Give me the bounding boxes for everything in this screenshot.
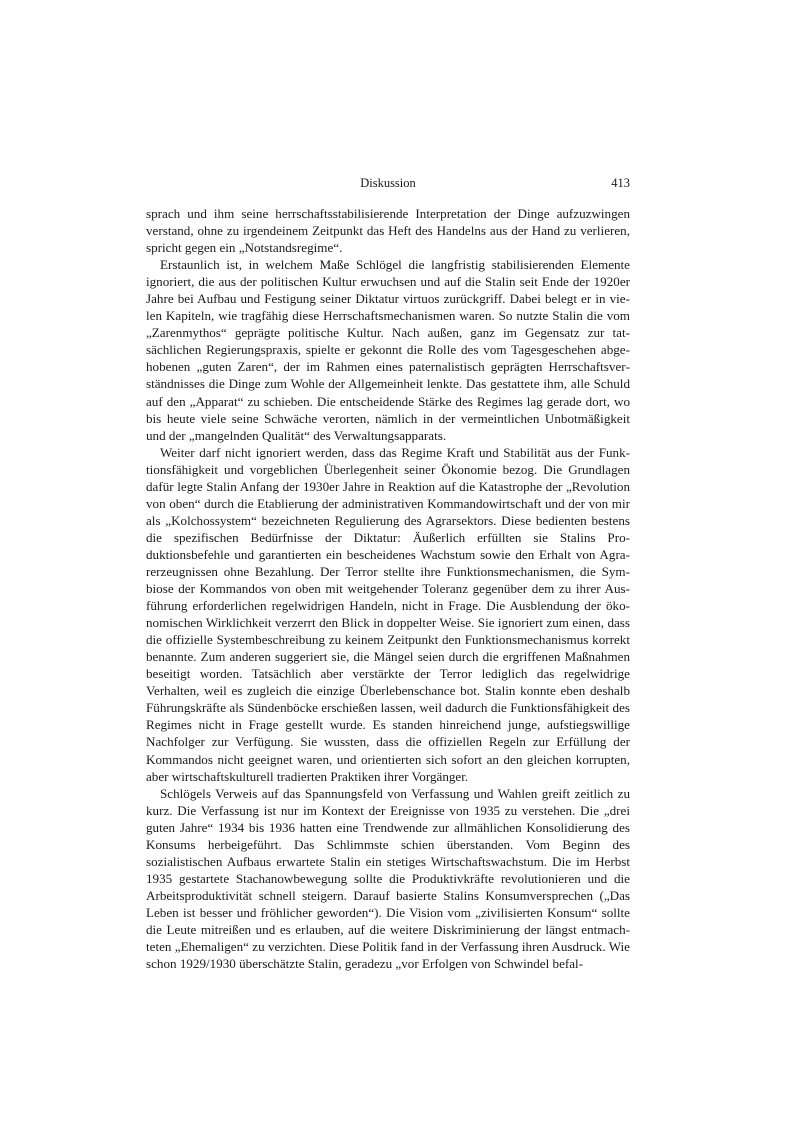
paragraph: Weiter darf nicht ignoriert werden, dass das Regime Kraft und Stabilität aus der Funktionsfähigkeit und vorgeblichen Überlegenheit seiner Ökonomie bezog. Die Grundlagen dafür legte Stalin Anfang der 1930er Jahre in Reaktion auf die Katastrophe der „Revolution von oben“ durch die Etablierung der administrativen Kommandowirtschaft und der von mir als „Kolchossystem“ bezeichneten Regulierung des Agrarsektors. Diese bedienten bestens die spezifischen Bedürfnisse der Diktatur: Äußerlich erfüllten sie Stalins Produktionsbefehle und garantierten ein bescheidenes Wachstum sowie den Erhalt von Agrarerzeugnissen ohne Bezahlung. Der Terror stellte ihre Funktionsmechanismen, die Symbiose der Kommandos von oben mit weitgehender Toleranz gegenüber dem zu ihrer Ausführung erforderlichen regelwidrigen Handeln, nicht in Frage. Die Ausblendung der ökonomischen Wirklichkeit verzerrt den Blick in doppelter Weise. Sie ignoriert zum einen, dass die offizielle Systembeschreibung zu keinem Zeitpunkt den Funktionsmechanismus korrekt benannte. Zum anderen suggeriert sie, die Mängel seien durch die ergriffenen Maßnahmen beseitigt worden. Tatsächlich aber verstärkte der Terror lediglich das regelwidrige Verhalten, weil es zugleich die einzige Überlebenschance bot. Stalin konnte eben deshalb Führungskräfte als Sündenböcke erschießen lassen, weil dadurch die Funktionsfähigkeit des Regimes nicht in Frage gestellt wurde. Es standen hinreichend junge, aufstiegswillige Nachfolger zur Verfügung. Sie wussten, dass die offiziellen Regeln zur Erfüllung der Kommandos nicht geeignet waren, und orientierten sich sofort an den gleichen korrupten, aber wirtschaftskulturell tradierten Praktiken ihrer Vorgänger. xyxy=(146,444,630,784)
paragraph: sprach und ihm seine herrschaftsstabilisierende Interpretation der Dinge aufzuzwingen verstand, ohne zu irgendeinem Zeitpunkt das Heft des Handelns aus der Hand zu verlieren, spricht gegen ein „Notstandsregime“. xyxy=(146,206,630,256)
paragraph: Schlögels Verweis auf das Spannungsfeld von Verfassung und Wahlen greift zeitlich zu kurz. Die Verfassung ist nur im Kontext der Ereignisse von 1935 zu verstehen. Die „drei guten Jahre“ 1934 bis 1936 hatten eine Trendwende zur allmählichen Konsolidierung des Konsums herbeigeführt. Das Schlimmste schien überstanden. Vom Beginn des sozialistischen Aufbaus erwartete Stalin ein stetiges Wirtschaftswachstum. Die im Herbst 1935 gestartete Stachanowbewegung sollte die Produktivkräfte revolutionieren und die Arbeitsproduktivität schnell steigern. Darauf basierte Stalins Konsumversprechen („Das Leben ist besser und fröhlicher geworden“). Die Vision vom „zivilisierten Konsum“ sollte die Leute mitreißen und es erlauben, auf die weitere Diskriminierung der längst entmachteten „Ehemaligen“ zu verzichten. Diese Politik fand in der Verfassung ihren Ausdruck. Wie schon 1929/1930 überschätzte Stalin, geradezu „vor Erfolgen von Schwindel befal- xyxy=(146,785,630,972)
document-page xyxy=(146,176,630,972)
running-head-title: Diskussion xyxy=(360,176,416,190)
body-text xyxy=(146,205,630,972)
page-number: 413 xyxy=(611,176,630,190)
paragraph: Erstaunlich ist, in welchem Maße Schlögel die langfristig stabilisierenden Elemente ignoriert, die aus der politischen Kultur erwuchsen und auf die Stalin seit Ende der 1920er Jahre bei Aufbau und Festigung seiner Diktatur virtuos zurückgriff. Dabei belegt er in vielen Kapiteln, wie tragfähig diese Herrschaftsmechanismen waren. So nutzte Stalin die vom „Zarenmythos“ geprägte politische Kultur. Nach außen, ganz im Gegensatz zur tatsächlichen Regierungspraxis, spielte er gekonnt die Rolle des vom Tagesgeschehen abgehobenen „guten Zaren“, der im Rahmen eines paternalistisch geprägten Herrschaftsverständnisses die Dinge zum Wohle der Allgemeinheit lenkte. Das gestattete ihm, alle Schuld auf den „Apparat“ zu schieben. Die entscheidende Stärke des Regimes lag gerade dort, wo bis heute viele seine Schwäche verorten, nämlich in der vermeintlichen Unbotmäßigkeit und der „mangelnden Qualität“ des Verwaltungsapparats. xyxy=(146,257,630,443)
running-head xyxy=(146,176,630,194)
